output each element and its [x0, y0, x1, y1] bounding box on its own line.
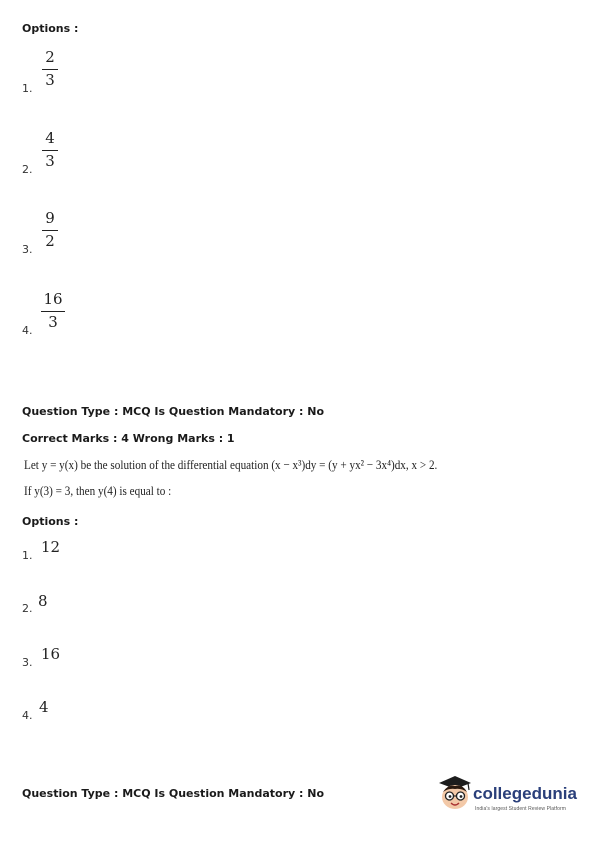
option-number: 3.	[22, 656, 33, 669]
fraction-bar	[42, 230, 58, 231]
option-fraction	[42, 50, 58, 88]
option-number: 4.	[22, 709, 33, 722]
option-number: 2.	[22, 602, 33, 615]
option-fraction	[42, 131, 58, 169]
options-label: Options :	[22, 515, 79, 528]
option-fraction	[41, 292, 65, 330]
fraction-denominator: 3	[45, 71, 55, 89]
fraction-numerator: 2	[45, 48, 55, 66]
fraction-bar	[42, 69, 58, 70]
fraction-bar	[42, 150, 58, 151]
question-type-line: Question Type : MCQ Is Question Mandatory : No	[22, 787, 325, 800]
fraction-denominator: 3	[48, 313, 58, 331]
fraction-denominator: 2	[45, 232, 55, 250]
fraction-numerator: 9	[45, 209, 55, 227]
options-label: Options :	[22, 22, 79, 35]
fraction-denominator: 3	[45, 152, 55, 170]
option-number: 4.	[22, 324, 33, 337]
option-value: 16	[41, 645, 61, 663]
option-number: 1.	[22, 549, 33, 562]
option-number: 2.	[22, 163, 33, 176]
option-number: 1.	[22, 82, 33, 95]
marks-line: Correct Marks : 4 Wrong Marks : 1	[22, 432, 235, 445]
option-value: 8	[38, 592, 48, 610]
student-mascot-icon	[436, 774, 474, 814]
option-number: 3.	[22, 243, 33, 256]
question-text-line-2: If y(3) = 3, then y(4) is equal to :	[24, 483, 172, 498]
fraction-numerator: 4	[45, 129, 55, 147]
option-fraction	[42, 211, 58, 249]
logo-tagline: India's largest Student Review Platform	[475, 806, 567, 812]
option-value: 12	[41, 538, 61, 556]
logo-name: collegedunia	[473, 784, 577, 803]
option-value: 4	[39, 698, 49, 716]
fraction-numerator: 16	[43, 290, 63, 308]
question-text-line-1: Let y = y(x) be the solution of the differential equation (x − x³)dy = (y + yx² − 3x⁴)dx, x > 2.	[24, 457, 438, 472]
fraction-bar	[41, 311, 65, 312]
question-type-line: Question Type : MCQ Is Question Mandatory : No	[22, 405, 325, 418]
